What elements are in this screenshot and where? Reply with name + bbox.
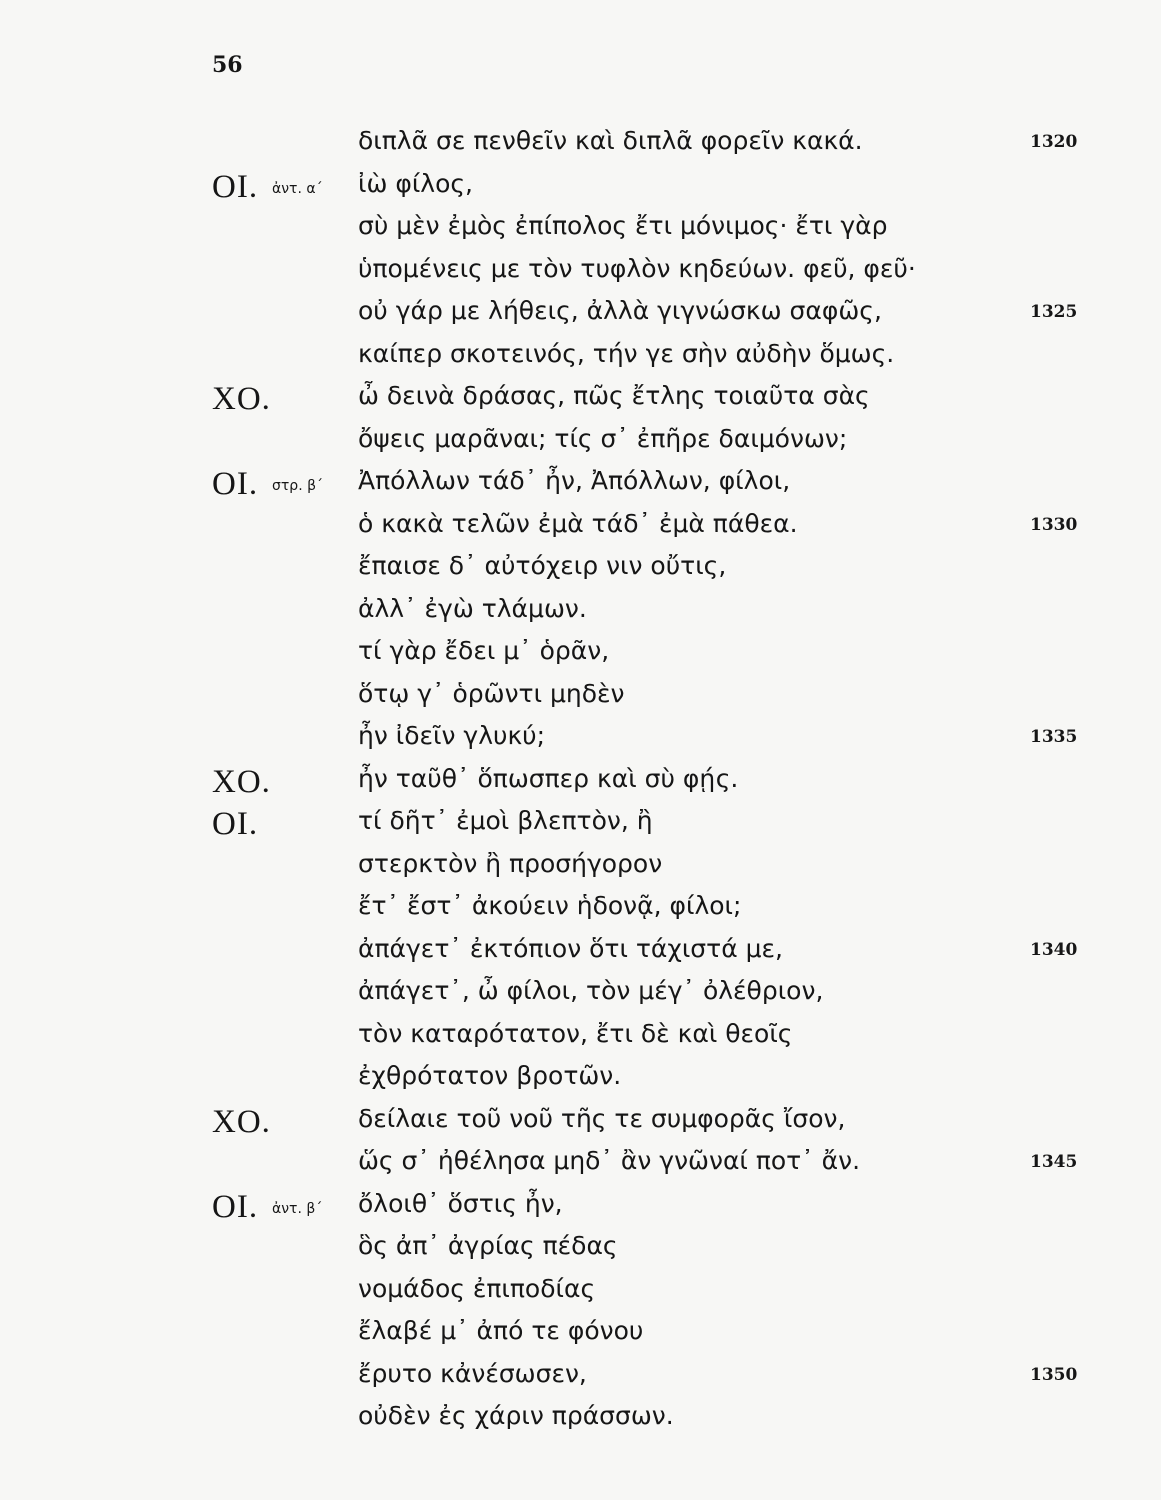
verse-text-line: ἀπάγετ᾽ ἐκτόπιον ὅτι τάχιστά με, bbox=[358, 933, 783, 963]
verse-line bbox=[0, 379, 1161, 419]
verse-line bbox=[0, 974, 1161, 1014]
verse-line bbox=[0, 932, 1161, 972]
verse-text-line: καίπερ σκοτεινός, τήν γε σὴν αὐδὴν ὅμως. bbox=[358, 338, 895, 368]
verse-line bbox=[0, 337, 1161, 377]
verse-text-line: ἦν ταῦθ᾽ ὅπωσπερ καὶ σὺ φῄς. bbox=[358, 763, 739, 793]
speaker-label: ΟΙ. bbox=[212, 1188, 259, 1225]
speaker-label: ΧΟ. bbox=[212, 1103, 271, 1140]
speaker-label: ΧΟ. bbox=[212, 381, 271, 417]
verse-line bbox=[0, 889, 1161, 929]
verse-text-line: σὺ μὲν ἐμὸς ἐπίπολος ἔτι μόνιμος· ἔτι γὰρ bbox=[358, 211, 888, 240]
verse-text-line: ἦν ἰδεῖν γλυκύ; bbox=[358, 721, 546, 750]
verse-line bbox=[0, 294, 1161, 334]
verse-text-line: στερκτὸν ἢ προσήγορον bbox=[358, 848, 663, 878]
verse-text-line: ὅτῳ γ᾽ ὁρῶντι μηδὲν bbox=[358, 678, 625, 708]
strophe-marker: ἀντ. α΄ bbox=[272, 180, 323, 197]
verse-line bbox=[0, 1017, 1161, 1057]
speaker-label: ΟΙ. bbox=[212, 168, 259, 205]
verse-line bbox=[0, 422, 1161, 462]
verse-text-line: ἔρυτο κἀνέσωσεν, bbox=[358, 1358, 587, 1388]
verse-text-line: ὄλοιθ᾽ ὅστις ἦν, bbox=[358, 1188, 563, 1218]
verse-text-line: ὥς σ᾽ ἠθέλησα μηδ᾽ ἂν γνῶναί ποτ᾽ ἄν. bbox=[358, 1146, 861, 1175]
verse-text-line: διπλᾶ σε πενθεῖν καὶ διπλᾶ φορεῖν κακά. bbox=[358, 126, 863, 155]
verse-text-line: ἔπαισε δ᾽ αὐτόχειρ νιν οὔτις, bbox=[358, 551, 727, 580]
strophe-marker: στρ. β΄ bbox=[272, 478, 324, 494]
verse-text-line: ἀπάγετ᾽, ὦ φίλοι, τὸν μέγ᾽ ὀλέθριον, bbox=[358, 976, 824, 1005]
verse-text-line: τί δῆτ᾽ ἐμοὶ βλεπτὸν, ἢ bbox=[358, 806, 653, 835]
verse-text-line: τί γὰρ ἔδει μ᾽ ὁρᾶν, bbox=[358, 636, 610, 665]
verse-line bbox=[0, 507, 1161, 547]
verse-text-line: ὑπομένεις με τὸν τυφλὸν κηδεύων. φεῦ, φεῦ· bbox=[358, 253, 916, 283]
line-number: 1345 bbox=[1030, 1152, 1078, 1172]
verse-line bbox=[0, 804, 1161, 844]
verse-line bbox=[0, 634, 1161, 674]
verse-text-line: ἔτ᾽ ἔστ᾽ ἀκούειν ἡδονᾷ, φίλοι; bbox=[358, 891, 742, 920]
verse-line bbox=[0, 124, 1161, 164]
verse-text-line: ὃς ἀπ᾽ ἀγρίας πέδας bbox=[358, 1231, 618, 1260]
verse-line bbox=[0, 549, 1161, 589]
verse-line bbox=[0, 1144, 1161, 1184]
verse-text-line: ὁ κακὰ τελῶν ἐμὰ τάδ᾽ ἐμὰ πάθεα. bbox=[358, 508, 798, 538]
line-number: 1325 bbox=[1030, 302, 1078, 322]
verse-line bbox=[0, 167, 1161, 207]
line-number: 1350 bbox=[1030, 1364, 1078, 1385]
line-number: 1335 bbox=[1030, 727, 1078, 747]
strophe-marker: ἀντ. β΄ bbox=[272, 1200, 323, 1217]
verse-line bbox=[0, 1059, 1161, 1099]
verse-text-line: τὸν καταρότατον, ἔτι δὲ καὶ θεοῖς bbox=[358, 1018, 793, 1048]
verse-text-line: δείλαιε τοῦ νοῦ τῆς τε συμφορᾶς ἴσον, bbox=[358, 1103, 846, 1133]
line-number: 1320 bbox=[1030, 132, 1078, 152]
verse-line bbox=[0, 762, 1161, 802]
verse-line bbox=[0, 1357, 1161, 1397]
verse-line bbox=[0, 252, 1161, 292]
line-number: 1340 bbox=[1030, 939, 1078, 960]
verse-text-line: Ἀπόλλων τάδ᾽ ἦν, Ἀπόλλων, φίλοι, bbox=[358, 466, 791, 495]
verse-line bbox=[0, 1314, 1161, 1354]
verse-line bbox=[0, 1399, 1161, 1439]
verse-text-line: ὦ δεινὰ δράσας, πῶς ἔτλης τοιαῦτα σὰς bbox=[358, 381, 870, 410]
verse-line bbox=[0, 592, 1161, 632]
verse-text-line: νομάδος ἐπιποδίας bbox=[358, 1273, 596, 1303]
verse-line bbox=[0, 1229, 1161, 1269]
page-number: 56 bbox=[212, 52, 243, 78]
verse-line bbox=[0, 719, 1161, 759]
verse-text-line: οὐδὲν ἐς χάριν πράσσων. bbox=[358, 1401, 674, 1430]
verse-line bbox=[0, 847, 1161, 887]
verse-line bbox=[0, 1272, 1161, 1312]
speaker-label: ΧΟ. bbox=[212, 763, 271, 800]
line-number: 1330 bbox=[1030, 514, 1078, 535]
speaker-label: ΟΙ. bbox=[212, 806, 259, 842]
verse-line bbox=[0, 1102, 1161, 1142]
speaker-label: ΟΙ. bbox=[212, 466, 259, 502]
verse-line bbox=[0, 677, 1161, 717]
verse-line bbox=[0, 209, 1161, 249]
verse-line bbox=[0, 464, 1161, 504]
verse-text-line: ὄψεις μαρᾶναι; τίς σ᾽ ἐπῆρε δαιμόνων; bbox=[358, 423, 848, 453]
verse-line bbox=[0, 1187, 1161, 1227]
verse-text-line: ἰὼ φίλος, bbox=[358, 168, 474, 198]
verse-text-line: οὐ γάρ με λήθεις, ἀλλὰ γιγνώσκω σαφῶς, bbox=[358, 296, 882, 325]
verse-text-line: ἀλλ᾽ ἐγὼ τλάμων. bbox=[358, 593, 587, 623]
verse-text-line: ἔλαβέ μ᾽ ἀπό τε φόνου bbox=[358, 1316, 644, 1345]
verse-text-line: ἐχθρότατον βροτῶν. bbox=[358, 1061, 622, 1090]
